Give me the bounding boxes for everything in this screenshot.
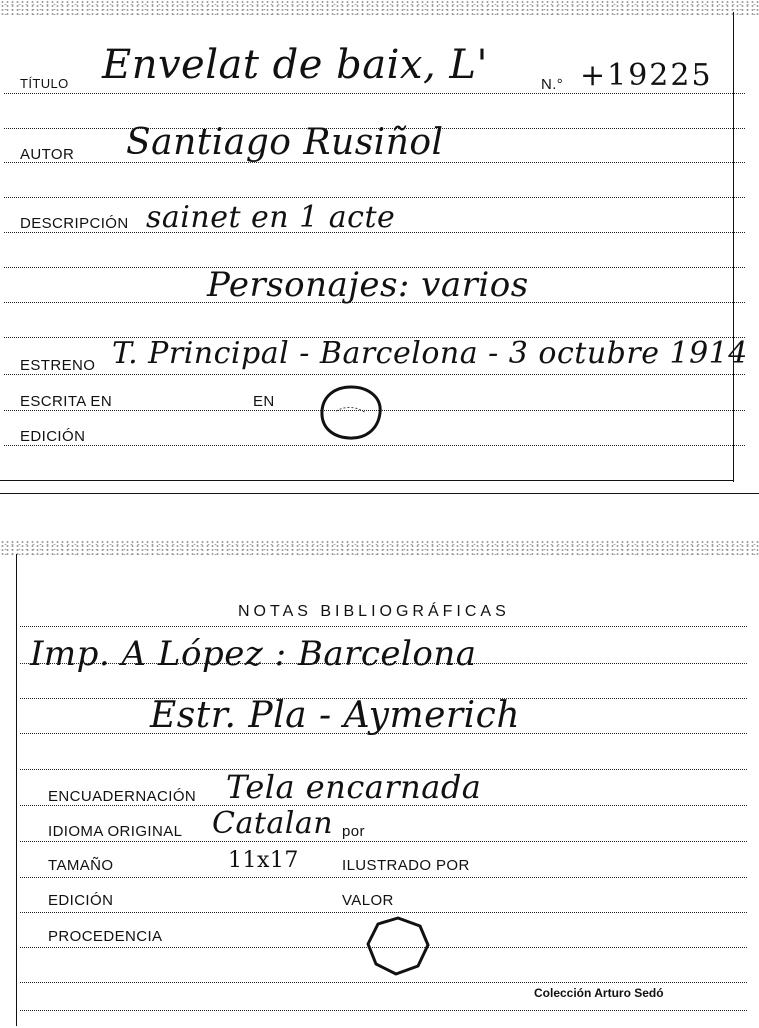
idioma-original-label: IDIOMA ORIGINAL: [48, 823, 183, 840]
numero-value: +19225: [580, 58, 713, 93]
ilustrado-por-label: ILUSTRADO POR: [342, 857, 470, 874]
rule-line: [20, 1010, 747, 1011]
card-top-edge-texture: [0, 0, 759, 16]
por-label: por: [342, 823, 365, 840]
rule-line: [4, 93, 745, 94]
note-line-2: Estr. Pla - Aymerich: [150, 695, 520, 736]
notas-heading: NOTAS BIBLIOGRÁFICAS: [238, 603, 510, 620]
escrita-en-label: ESCRITA EN: [20, 393, 113, 410]
personajes-value: Personajes: varios: [207, 265, 529, 305]
encuadernacion-value: Tela encarnada: [226, 768, 482, 806]
estreno-value: T. Principal - Barcelona - 3 octubre 1914: [112, 336, 748, 371]
edicion-label: EDICIÓN: [20, 428, 86, 445]
rule-line: [4, 197, 745, 198]
rule-line: [20, 841, 747, 842]
descripcion-value: sainet en 1 acte: [146, 200, 396, 235]
autor-label: AUTOR: [20, 146, 75, 163]
collection-caption: Colección Arturo Sedó: [534, 986, 664, 1000]
tamano-value: 11x17: [228, 848, 299, 873]
card-bottom-border: [0, 480, 734, 481]
edicion-label: EDICIÓN: [48, 892, 114, 909]
en-label: EN: [253, 393, 275, 410]
card-top-edge-texture: [0, 540, 759, 556]
rule-line: [20, 877, 747, 878]
note-line-1: Imp. A López : Barcelona: [30, 634, 477, 674]
rule-line: [20, 982, 747, 983]
card-right-border: [733, 12, 734, 482]
catalog-card-back: [0, 540, 759, 1028]
catalog-card-front: [0, 0, 759, 495]
rule-line: [4, 374, 745, 375]
round-stamp-icon: [316, 383, 386, 443]
tamano-label: TAMAÑO: [48, 857, 114, 874]
valor-label: VALOR: [342, 892, 394, 909]
rule-line: [20, 626, 747, 627]
card-left-border: [16, 554, 17, 1026]
procedencia-label: PROCEDENCIA: [48, 928, 163, 945]
idioma-original-value: Catalan: [212, 806, 334, 841]
encuadernacion-label: ENCUADERNACIÓN: [48, 788, 197, 805]
autor-value: Santiago Rusiñol: [126, 122, 444, 163]
numero-label: N.°: [541, 76, 564, 93]
estreno-label: ESTRENO: [20, 357, 96, 374]
titulo-value: Envelat de baix, L': [102, 42, 488, 88]
card-edge-line: [0, 493, 759, 494]
titulo-label: TÍTULO: [20, 76, 69, 91]
descripcion-label: DESCRIPCIÓN: [20, 215, 129, 232]
rule-line: [4, 445, 745, 446]
round-stamp-icon: [360, 912, 436, 978]
